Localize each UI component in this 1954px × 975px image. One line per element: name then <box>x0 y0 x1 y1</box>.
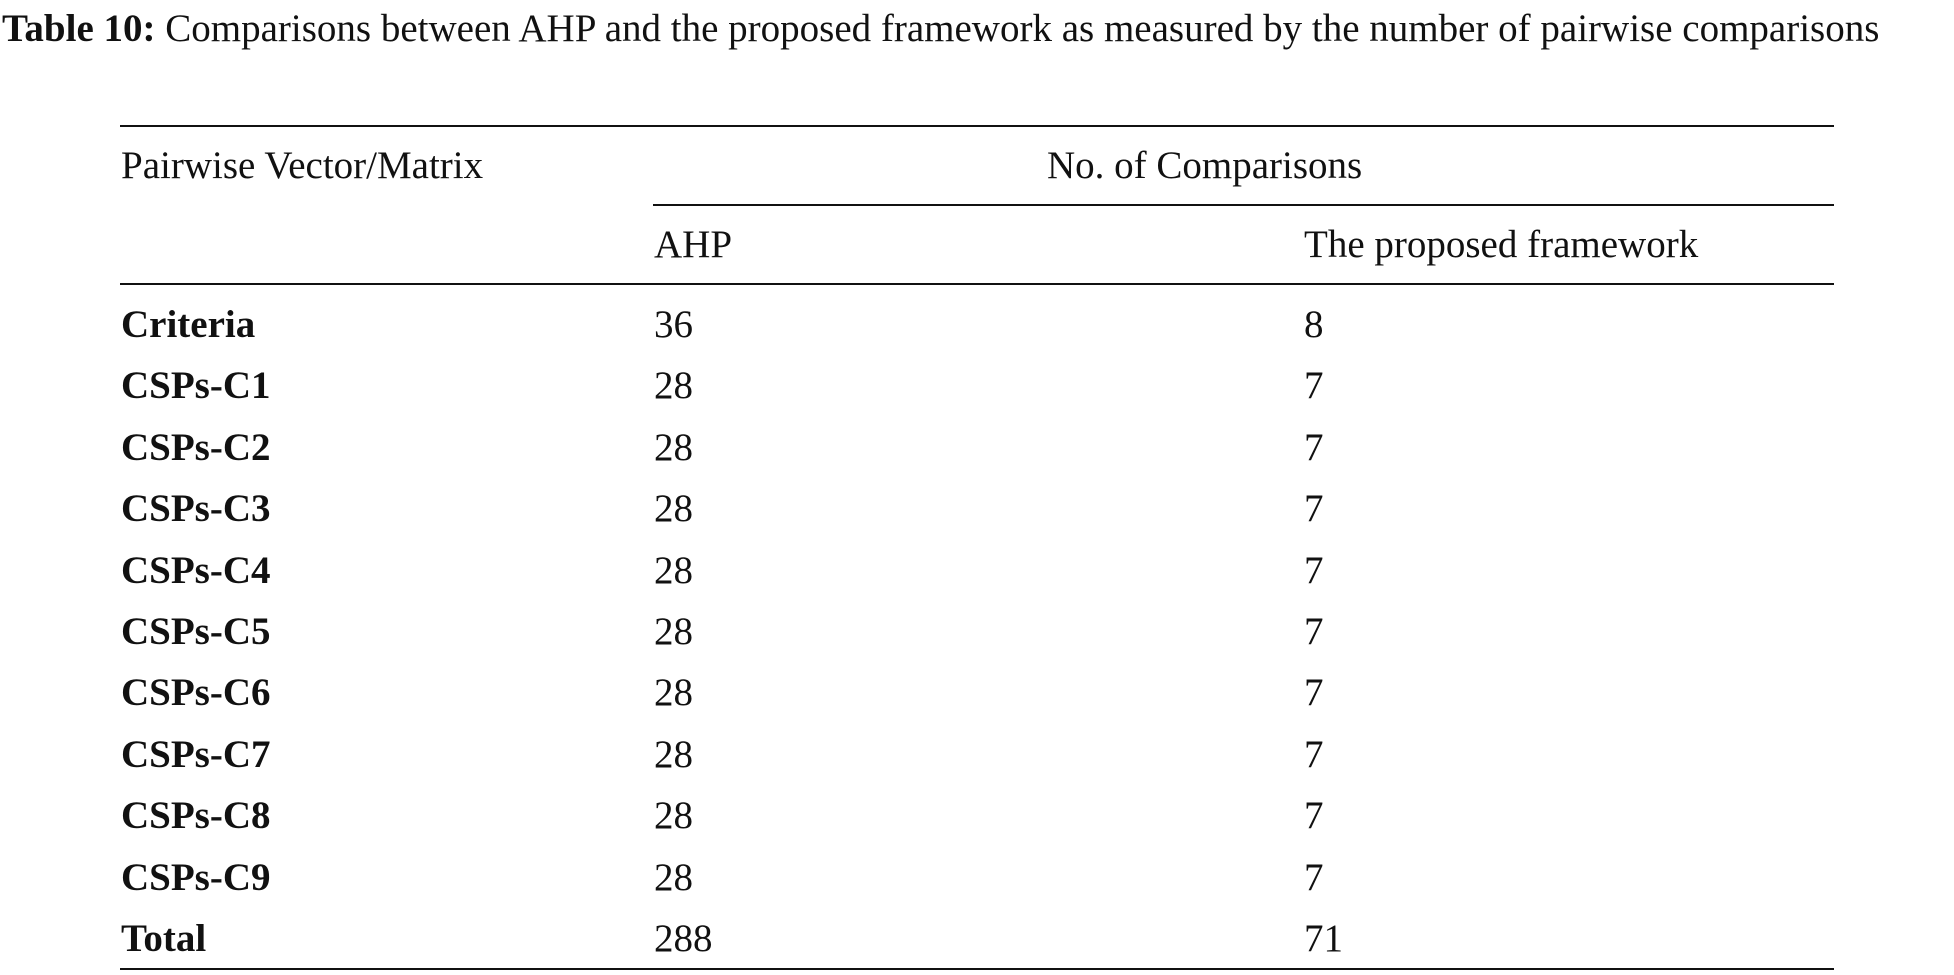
row-label: Criteria <box>121 303 256 346</box>
group-header-comparisons: No. of Comparisons <box>1047 144 1363 187</box>
table-caption-label: Table 10: <box>2 7 156 50</box>
proposed-value: 7 <box>1304 671 1324 714</box>
table-top-rule <box>120 125 1834 127</box>
row-label: CSPs-C3 <box>121 487 271 530</box>
row-label: Total <box>121 917 207 960</box>
column-header-ahp: AHP <box>654 223 733 266</box>
ahp-value: 28 <box>654 856 693 899</box>
ahp-value: 28 <box>654 671 693 714</box>
row-label: CSPs-C9 <box>121 856 271 899</box>
row-label: CSPs-C4 <box>121 549 271 592</box>
row-label: CSPs-C5 <box>121 610 271 653</box>
proposed-value: 8 <box>1304 303 1324 346</box>
proposed-value: 71 <box>1304 917 1343 960</box>
table-bottom-rule <box>120 968 1834 970</box>
ahp-value: 28 <box>654 364 693 407</box>
table-caption-text: Comparisons between AHP and the proposed framework as measured by the number of pairwise comparisons <box>155 7 1880 50</box>
proposed-value: 7 <box>1304 487 1324 530</box>
column-header-pairwise: Pairwise Vector/Matrix <box>121 144 484 187</box>
proposed-value: 7 <box>1304 549 1324 592</box>
ahp-value: 28 <box>654 549 693 592</box>
ahp-value: 28 <box>654 794 693 837</box>
column-header-proposed: The proposed framework <box>1304 223 1699 266</box>
row-label: CSPs-C7 <box>121 733 271 776</box>
row-label: CSPs-C6 <box>121 671 271 714</box>
row-label: CSPs-C8 <box>121 794 271 837</box>
proposed-value: 7 <box>1304 426 1324 469</box>
proposed-value: 7 <box>1304 364 1324 407</box>
proposed-value: 7 <box>1304 794 1324 837</box>
group-header-rule <box>653 204 1834 206</box>
ahp-value: 28 <box>654 733 693 776</box>
table-caption <box>2 2 1952 55</box>
proposed-value: 7 <box>1304 733 1324 776</box>
row-label: CSPs-C2 <box>121 426 271 469</box>
proposed-value: 7 <box>1304 856 1324 899</box>
ahp-value: 36 <box>654 303 693 346</box>
ahp-value: 28 <box>654 426 693 469</box>
ahp-value: 28 <box>654 487 693 530</box>
header-bottom-rule <box>120 283 1834 285</box>
ahp-value: 28 <box>654 610 693 653</box>
row-label: CSPs-C1 <box>121 364 271 407</box>
proposed-value: 7 <box>1304 610 1324 653</box>
ahp-value: 288 <box>654 917 713 960</box>
